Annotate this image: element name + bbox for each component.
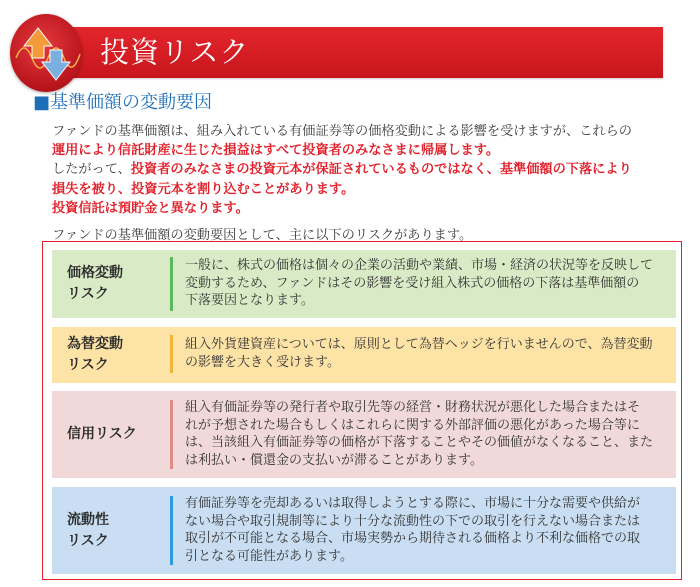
risk-item-currency [52, 327, 676, 383]
risk-label-line: リスク [67, 533, 109, 549]
desc-line: の影響を大きく受けます。 [185, 354, 340, 370]
risk-divider [170, 496, 173, 565]
risk-label-line: リスク [67, 357, 109, 373]
risk-divider [170, 400, 173, 469]
intro-line-emphasis: 損失を被り、投資元本を割り込むことがあります。 [52, 181, 355, 197]
desc-line: 引となる可能性があります。 [185, 548, 353, 564]
intro-line [52, 160, 632, 179]
intro-text [52, 122, 632, 218]
desc-line: 下落要因となります。 [185, 293, 314, 308]
desc-line: ない場合や取引規制等により十分な流動性の下での取引を行えない場合または [185, 513, 641, 529]
risk-label [67, 263, 123, 305]
risk-label-line: 信用リスク [67, 426, 137, 442]
intro-prefix: したがって、 [52, 162, 131, 178]
risk-description [185, 257, 653, 310]
intro-line-emphasis: 運用により信託財産に生じた損益はすべて投資者のみなさまに帰属します。 [52, 143, 500, 159]
risk-divider [170, 257, 173, 311]
desc-line: は利払い・償還金の支払いが滞ることがあります。 [185, 452, 483, 468]
risk-item-credit [52, 391, 676, 478]
risk-description [185, 495, 640, 565]
intro-emphasis: 投資者のみなさまの投資元本が保証されているものではなく、基準価額の下落により [130, 162, 632, 178]
desc-line: 変動するため、ファンドはその影響を受け組入株式の価格の下落は基準価額の [185, 275, 640, 291]
section-heading: ■基準価額の変動要因 [33, 92, 213, 113]
desc-line: 一般に、株式の価格は個々の企業の活動や業績、市場・経済の状況等を反映して [185, 258, 654, 273]
desc-line: 取引が不可能となる場合、市場実勢から期待される価格より不利な価格での取 [185, 531, 641, 546]
desc-line: 有価証券等を売却あるいは取得しようとする際に、市場に十分な需要や供給が [185, 496, 641, 511]
intro-line: ファンドの基準価額は、組み入れている有価証券等の価格変動による影響を受けますが、これらの [52, 124, 632, 139]
risk-description [185, 336, 652, 371]
risk-label [67, 510, 109, 552]
risk-description [185, 399, 653, 469]
desc-line: 組入有価証券等の発行者や取引先等の経営・財務状況が悪化した場合またはそ [185, 400, 641, 415]
risk-label-line: 為替変動 [67, 336, 123, 352]
desc-line: れが予想された場合もしくはこれらに関する外部評価の悪化があった場合等に [185, 417, 640, 433]
page-title: 投資リスク [100, 35, 250, 69]
risk-label-line: 価格変動 [67, 265, 123, 281]
risk-label-line: 流動性 [67, 512, 109, 528]
risk-divider [170, 335, 173, 373]
risk-label [67, 334, 123, 376]
intro-line-emphasis: 投資信託は預貯金と異なります。 [52, 200, 249, 216]
risk-item-liquidity [52, 487, 676, 574]
risk-seal-icon [10, 14, 82, 92]
desc-line: 組入外貨建資産については、原則として為替ヘッジを行いませんので、為替変動 [185, 337, 653, 352]
desc-line: は、当該組入有価証券等の価格が下落することやその価値がなくなること、また [185, 435, 654, 450]
risk-label-line: リスク [67, 286, 109, 302]
risk-label [67, 424, 137, 445]
risk-item-price [52, 250, 676, 318]
risk-intro-text: ファンドの基準価額の変動要因として、主に以下のリスクがあります。 [52, 228, 473, 243]
